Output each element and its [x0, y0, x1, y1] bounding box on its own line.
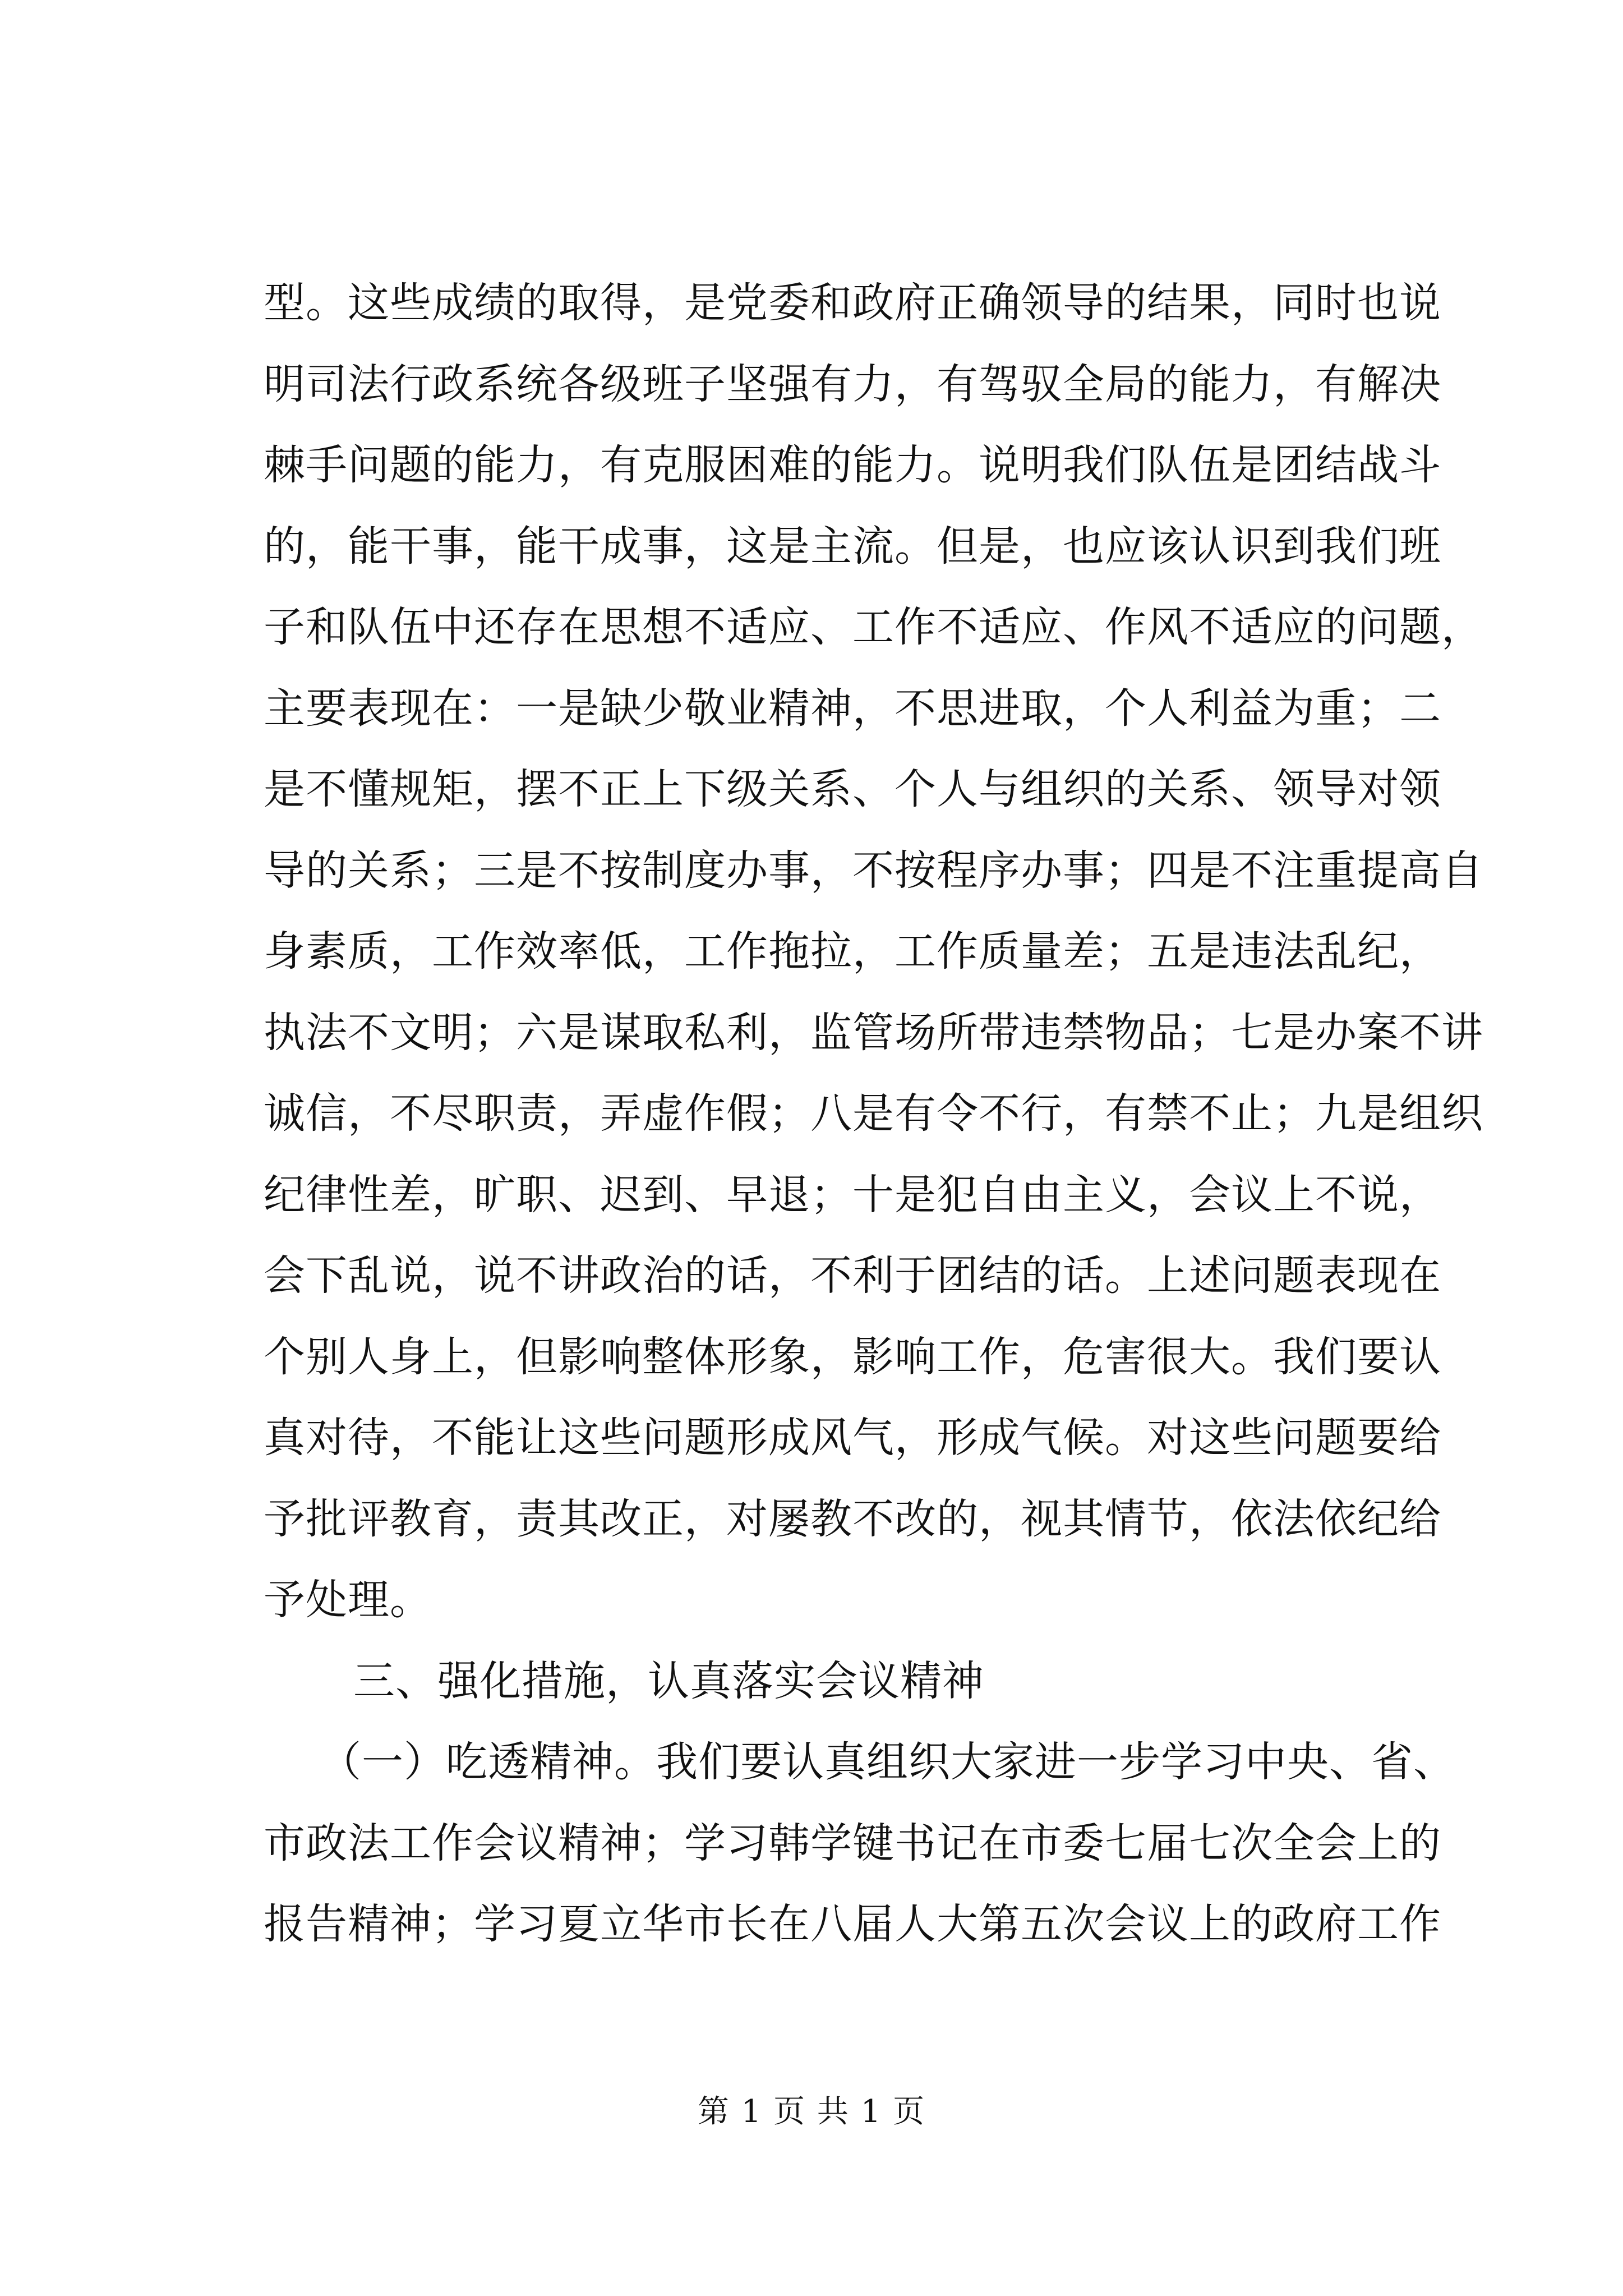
- text-line: 予处理。: [264, 1576, 432, 1624]
- text-line: 会下乱说，说不讲政治的话，不利于团结的话。上述问题表现在: [264, 1251, 1441, 1300]
- text-line: 身素质，工作效率低，工作拖拉，工作质量差；五是违法乱纪，: [264, 927, 1441, 976]
- page-number-footer: 第 1 页 共 1 页: [697, 2093, 926, 2130]
- text-line: 诚信，不尽职责，弄虚作假；八是有令不行，有禁不止；九是组织: [264, 1089, 1483, 1138]
- text-line: 是不懂规矩，摆不正上下级关系、个人与组织的关系、领导对领: [264, 765, 1441, 813]
- text-line: 纪律性差，旷职、迟到、早退；十是犯自由主义，会议上不说，: [264, 1170, 1441, 1219]
- text-line: 导的关系；三是不按制度办事，不按程序办事；四是不注重提高自: [264, 846, 1483, 895]
- text-line: 市政法工作会议精神；学习韩学键书记在市委七届七次全会上的: [264, 1819, 1441, 1867]
- text-line: （一）吃透精神。我们要认真组织大家进一步学习中央、省、: [320, 1738, 1455, 1786]
- text-line: 型。这些成绩的取得，是党委和政府正确领导的结果，同时也说: [264, 279, 1441, 327]
- text-line: 报告精神；学习夏立华市长在八届人大第五次会议上的政府工作: [264, 1900, 1441, 1948]
- document-body: [264, 263, 1483, 1965]
- text-line: 子和队伍中还存在思想不适应、工作不适应、作风不适应的问题，: [264, 603, 1483, 651]
- text-line: 执法不文明；六是谋取私利，监管场所带违禁物品；七是办案不讲: [264, 1008, 1483, 1057]
- text-line: 个别人身上，但影响整体形象，影响工作，危害很大。我们要认: [264, 1332, 1441, 1381]
- text-line: 予批评教育，责其改正，对屡教不改的，视其情节，依法依纪给: [264, 1494, 1441, 1543]
- text-line: 真对待，不能让这些问题形成风气，形成气候。对这些问题要给: [264, 1414, 1441, 1462]
- text-line: 的，能干事，能干成事，这是主流。但是，也应该认识到我们班: [264, 522, 1441, 570]
- text-line: 明司法行政系统各级班子坚强有力，有驾驭全局的能力，有解决: [264, 360, 1441, 408]
- text-line: 主要表现在：一是缺少敬业精神，不思进取，个人利益为重；二: [264, 684, 1441, 733]
- text-line: 棘手问题的能力，有克服困难的能力。说明我们队伍是团结战斗: [264, 441, 1441, 489]
- section-heading: 三、强化措施，认真落实会议精神: [353, 1657, 984, 1705]
